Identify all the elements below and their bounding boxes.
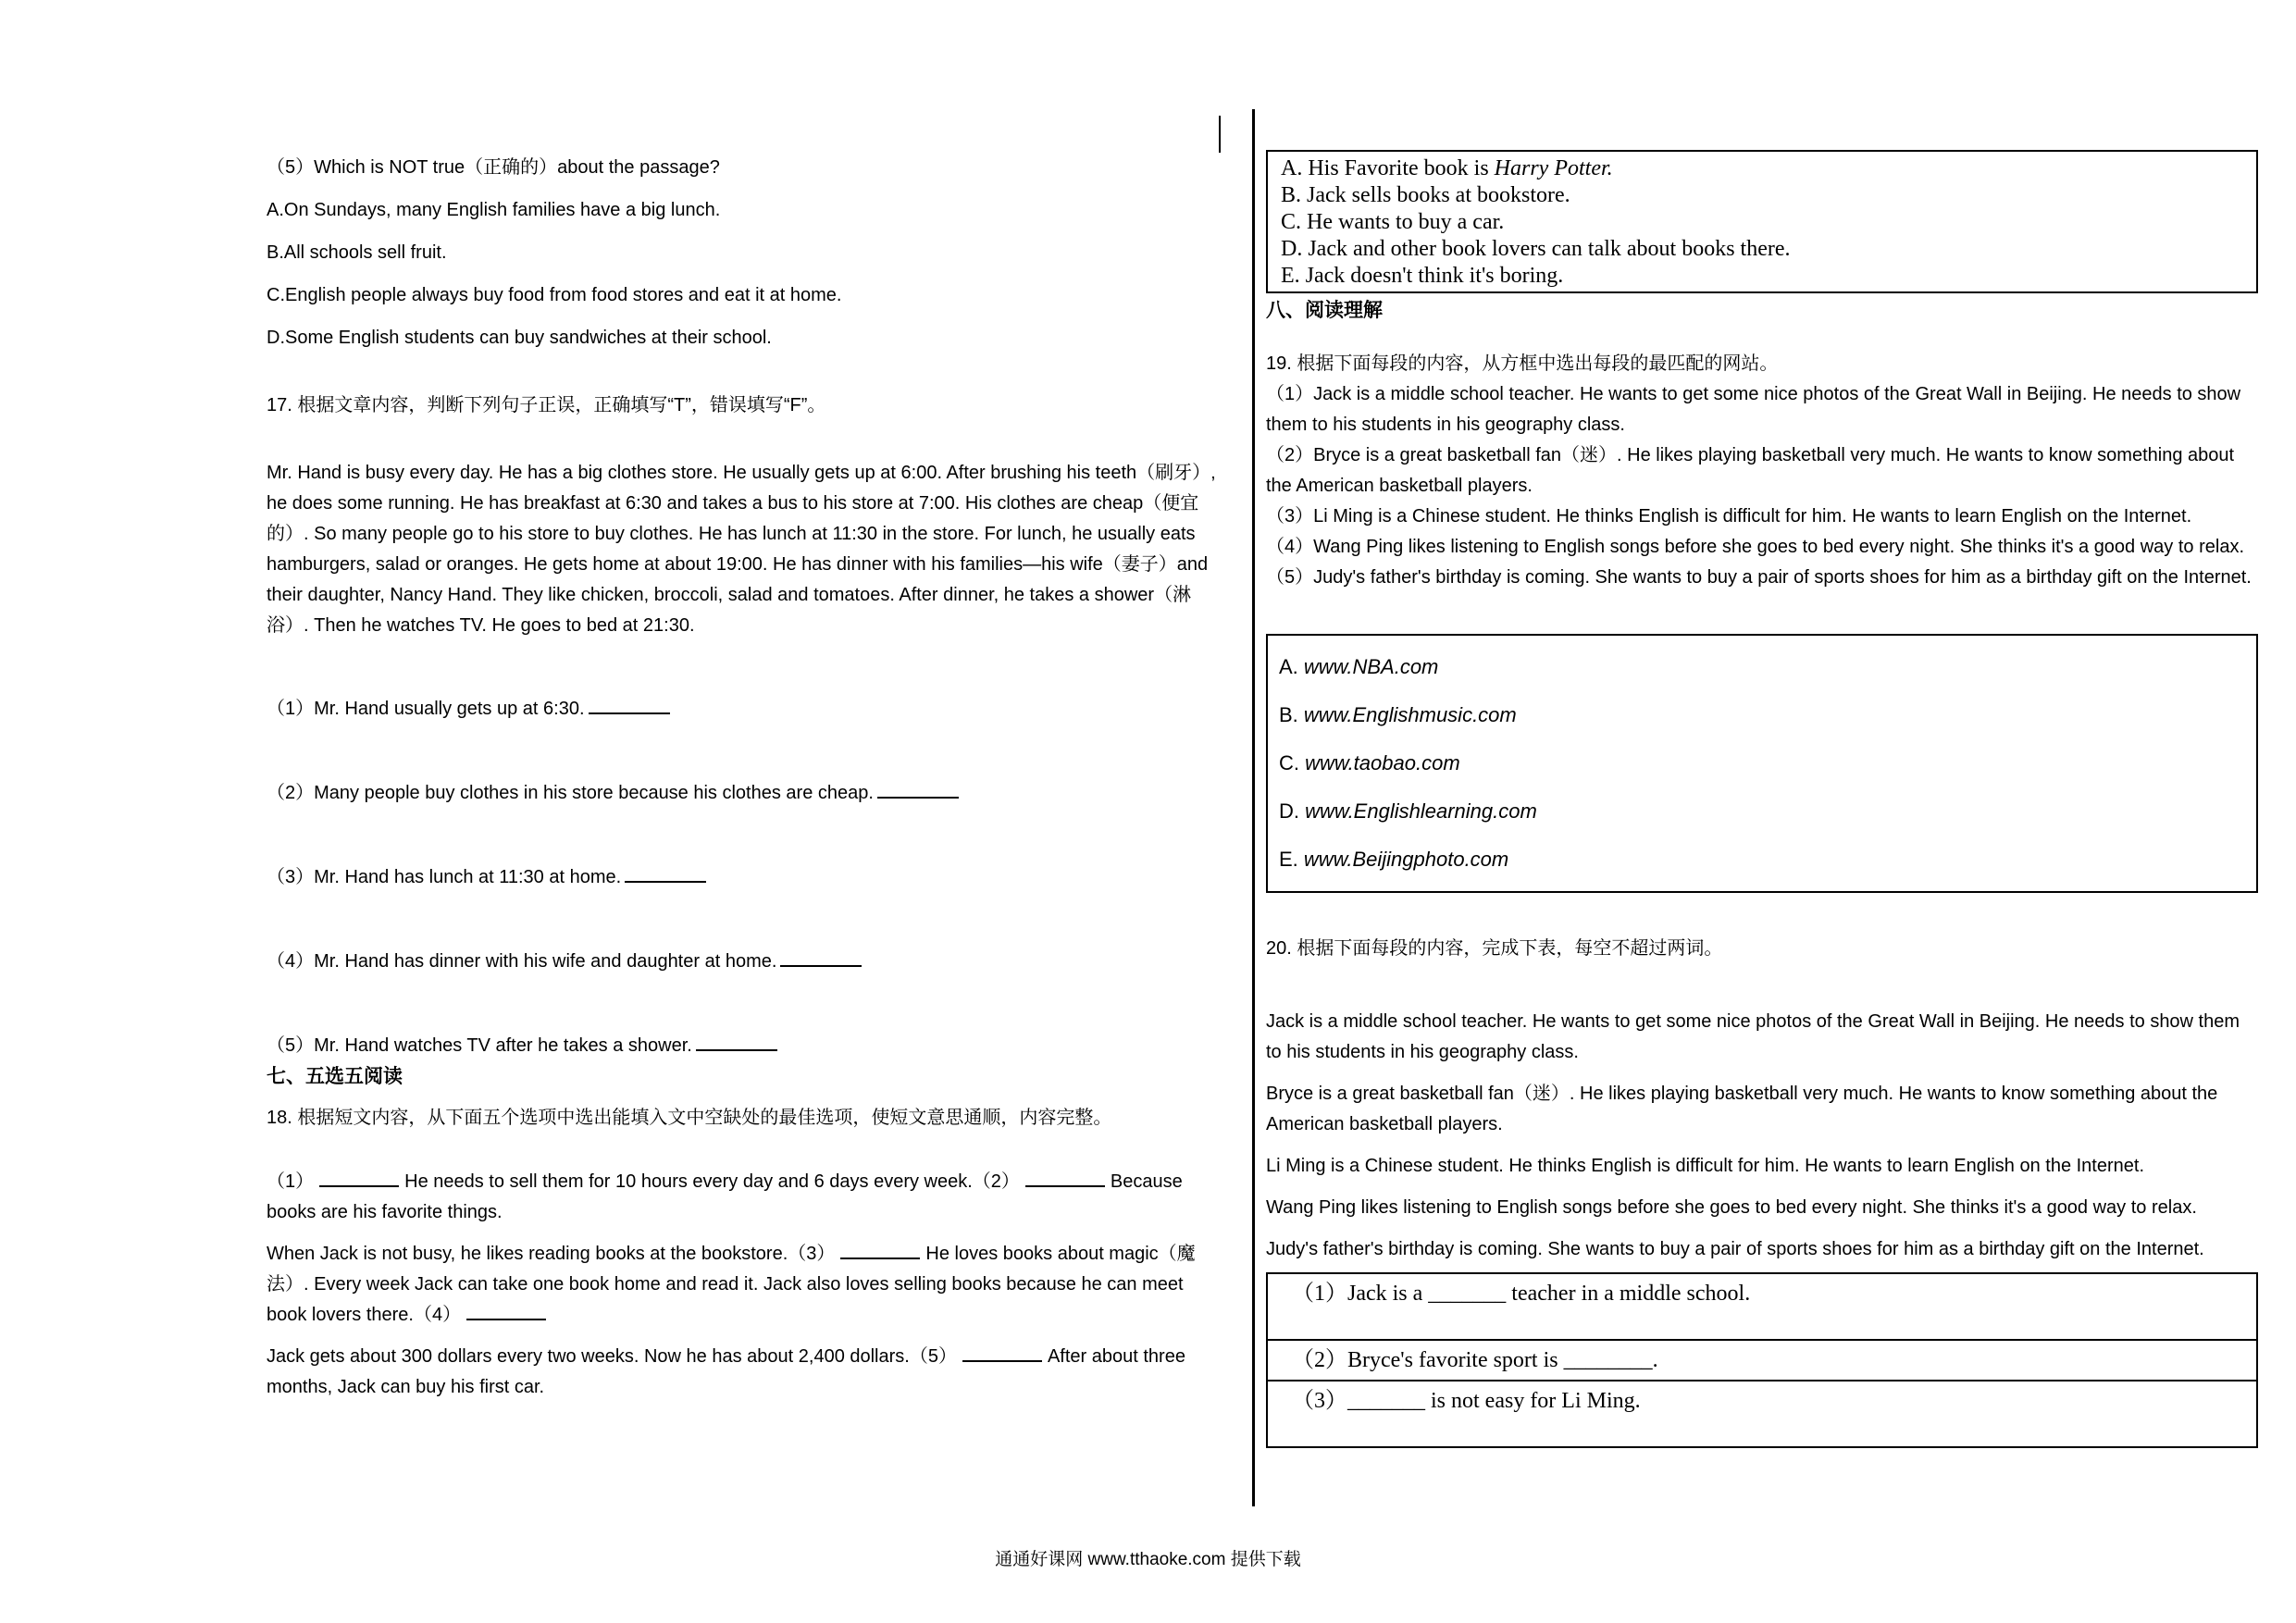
q19-item-3: （3）Li Ming is a Chinese student. He thinks English is difficult for him. He wants to learn English on the Internet.: [1266, 506, 2192, 527]
option-d: D.Some English students can buy sandwiches at their school.: [267, 328, 772, 348]
q20-paragraph-4: Wang Ping likes listening to English songs before she goes to bed every night. She thinks it's a good way to relax.: [1266, 1197, 2197, 1218]
q18-option-b: B. Jack sells books at bookstore.: [1281, 183, 1570, 207]
tf-item-1: （1）Mr. Hand usually gets up at 6:30.: [267, 694, 1224, 725]
website-option-d: D. www.Englishlearning.com: [1279, 799, 1537, 823]
q18-options-box: [1266, 150, 2258, 293]
question-18-paragraph-2: When Jack is not busy, he likes reading books at the bookstore.（3） He loves books about magic（魔法）. Every week Jack can take one book home and read it. Jack also loves selling books because he can meet book lovers there.（4）: [267, 1239, 1224, 1331]
answer-blank[interactable]: [466, 1302, 546, 1320]
q19-item-4: （4）Wang Ping likes listening to English songs before she goes to bed every night. She thinks it's a good way to relax.: [1266, 537, 2245, 557]
answer-blank[interactable]: [589, 696, 670, 714]
section-7-heading: 七、五选五阅读: [267, 1065, 403, 1087]
answer-blank[interactable]: [840, 1241, 920, 1259]
q20-table-row-1[interactable]: （1）Jack is a _______ teacher in a middle school.: [1267, 1273, 2257, 1340]
website-option-c: C. www.taobao.com: [1279, 751, 1460, 774]
q20-table-row-3[interactable]: （3）_______ is not easy for Li Ming.: [1267, 1381, 2257, 1447]
book-title: Harry Potter.: [1494, 156, 1613, 180]
answer-blank[interactable]: [1025, 1169, 1105, 1187]
column-divider-tick: [1219, 116, 1221, 153]
q20-paragraph-1: Jack is a middle school teacher. He wants to get some nice photos of the Great Wall in Beijing. He needs to show them to his students in his geography class.: [1266, 1011, 2240, 1062]
question-18-paragraph-1: （1） He needs to sell them for 10 hours every day and 6 days every week.（2） Because books are his favorite things.: [267, 1167, 1224, 1228]
tf-item-5: （5）Mr. Hand watches TV after he takes a shower.: [267, 1031, 1224, 1061]
answer-blank[interactable]: [625, 864, 706, 883]
tf-item-2: （2）Many people buy clothes in his store because his clothes are cheap.: [267, 778, 1224, 809]
option-c: C.English people always buy food from food stores and eat it at home.: [267, 285, 842, 305]
q19-websites-box: [1266, 634, 2258, 893]
left-column: [267, 153, 1224, 1403]
question-18-instruction: 18. 根据短文内容，从下面五个选项中选出能填入文中空缺处的最佳选项，使短文意思通顺，内容完整。: [267, 1108, 1112, 1128]
q19-item-1: （1）Jack is a middle school teacher. He wants to get some nice photos of the Great Wall in Beijing. He needs to show them to his students in his geography class.: [1266, 384, 2241, 435]
answer-blank[interactable]: [962, 1344, 1042, 1362]
column-divider: [1252, 109, 1255, 1506]
website-option-a: A. www.NBA.com: [1279, 655, 1439, 678]
option-b: B.All schools sell fruit.: [267, 242, 447, 263]
right-column: [1266, 150, 2258, 1448]
question-19-instruction: 19. 根据下面每段的内容，从方框中选出每段的最匹配的网站。: [1266, 353, 1779, 374]
footer-source: 通通好课网 www.tthaoke.com 提供下载: [995, 1550, 1301, 1569]
q20-table: [1266, 1272, 2258, 1448]
q19-item-5: （5）Judy's father's birthday is coming. She wants to buy a pair of sports shoes for him as a birthday gift on the Internet.: [1266, 567, 2252, 588]
answer-blank[interactable]: [696, 1033, 777, 1051]
tf-item-3: （3）Mr. Hand has lunch at 11:30 at home.: [267, 862, 1224, 893]
answer-blank[interactable]: [319, 1169, 399, 1187]
tf-item-4: （4）Mr. Hand has dinner with his wife and daughter at home.: [267, 947, 1224, 977]
section-8-heading: 八、阅读理解: [1266, 299, 1383, 321]
website-option-e: E. www.Beijingphoto.com: [1279, 848, 1509, 871]
q18-option-d: D. Jack and other book lovers can talk about books there.: [1281, 237, 1791, 261]
q19-item-2: （2）Bryce is a great basketball fan（迷）. He likes playing basketball very much. He wants to know something about the American basketball players.: [1266, 445, 2235, 496]
question-17-passage: Mr. Hand is busy every day. He has a big clothes store. He usually gets up at 6:00. After brushing his teeth（刷牙）, he does some running. He has breakfast at 6:30 and takes a bus to his store at 7:00. His clothes are cheap（便宜的）. So many people go to his store to buy clothes. He has lunch at 11:30 in the store. For lunch, he usually eats hamburgers, salad or oranges. He gets home at about 19:00. He has dinner with his families—his wife（妻子）and their daughter, Nancy Hand. They like chicken, broccoli, salad and tomatoes. After dinner, he takes a shower（淋浴）. Then he watches TV. He goes to bed at 21:30.: [267, 463, 1216, 636]
question-17-instruction: 17. 根据文章内容，判断下列句子正误，正确填写“T”，错误填写“F”。: [267, 395, 826, 415]
q18-option-c: C. He wants to buy a car.: [1281, 210, 1505, 234]
q18-option-a: A. His Favorite book is Harry Potter.: [1281, 156, 1613, 180]
option-a: A.On Sundays, many English families have a big lunch.: [267, 200, 721, 220]
question-20-instruction: 20. 根据下面每段的内容，完成下表，每空不超过两词。: [1266, 938, 1723, 959]
q20-paragraph-2: Bryce is a great basketball fan（迷）. He likes playing basketball very much. He wants to know something about the American basketball players.: [1266, 1084, 2218, 1134]
question-16-5-stem: （5）Which is NOT true（正确的）about the passage?: [267, 157, 720, 178]
website-option-b: B. www.Englishmusic.com: [1279, 703, 1517, 726]
q20-table-row-2[interactable]: （2）Bryce's favorite sport is ________.: [1267, 1340, 2257, 1381]
question-18-paragraph-3: Jack gets about 300 dollars every two weeks. Now he has about 2,400 dollars.（5） After about three months, Jack can buy his first car.: [267, 1342, 1224, 1403]
answer-blank[interactable]: [877, 780, 959, 799]
q18-option-e: E. Jack doesn't think it's boring.: [1281, 264, 1564, 288]
answer-blank[interactable]: [780, 948, 862, 967]
q20-paragraph-5: Judy's father's birthday is coming. She wants to buy a pair of sports shoes for him as a birthday gift on the Internet.: [1266, 1239, 2204, 1259]
q20-paragraph-3: Li Ming is a Chinese student. He thinks English is difficult for him. He wants to learn English on the Internet.: [1266, 1156, 2145, 1176]
